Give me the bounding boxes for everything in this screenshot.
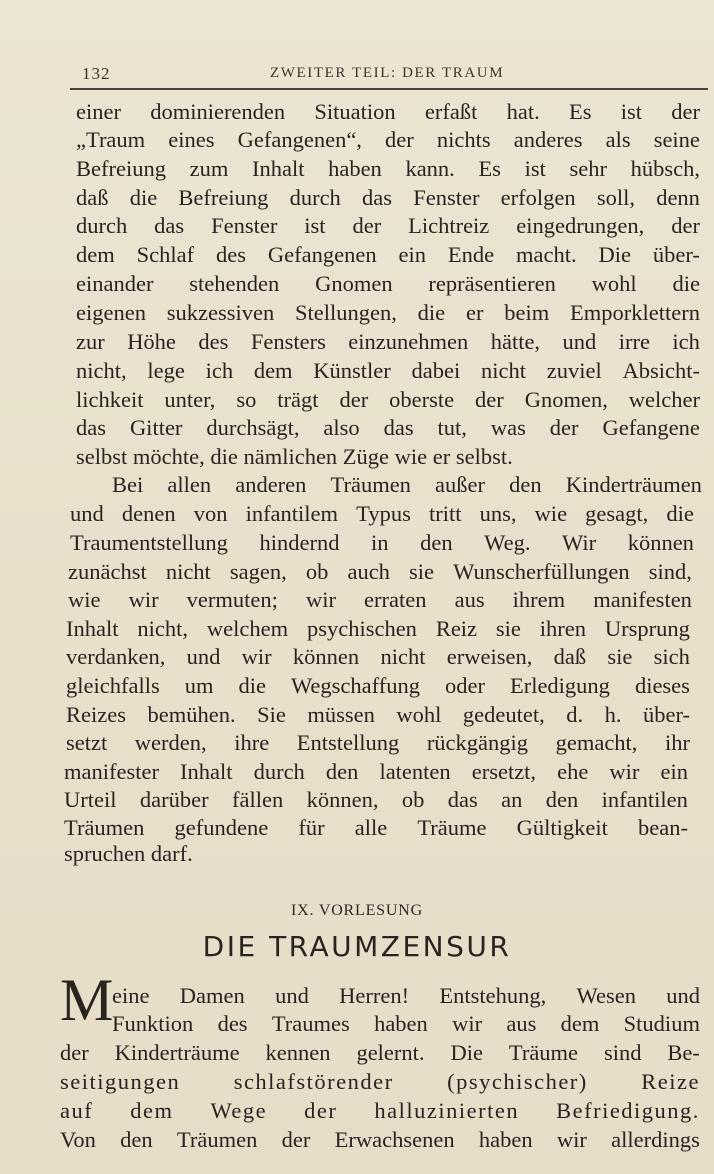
- word: der: [475, 387, 504, 412]
- text-line: [76, 155, 700, 183]
- word: tritt: [428, 501, 462, 526]
- word: der: [304, 1098, 338, 1123]
- word: erfolgen: [500, 185, 576, 210]
- word: trägt: [277, 387, 319, 412]
- running-head: [70, 62, 708, 90]
- word: dem: [76, 242, 115, 267]
- word: Gnomen: [315, 271, 393, 296]
- word: Träumen: [176, 1127, 258, 1152]
- word: sie: [607, 644, 633, 669]
- word: Fenster: [413, 185, 480, 210]
- word: der: [352, 213, 382, 238]
- word: infantilem: [245, 501, 339, 526]
- word: Kinderträume: [114, 1040, 240, 1065]
- word: Schlaf: [136, 242, 195, 267]
- word: die: [672, 271, 700, 296]
- word: Von: [60, 1127, 96, 1152]
- word: dem: [253, 358, 293, 383]
- word: stehenden: [189, 271, 280, 296]
- word: haben: [328, 156, 382, 181]
- text-line-spaced: [60, 1068, 700, 1096]
- word: Wunscherfüllungen: [453, 559, 630, 584]
- text-line: [64, 786, 688, 814]
- word: lege: [147, 358, 185, 383]
- word: dem: [130, 1098, 174, 1123]
- text-line: [70, 529, 694, 557]
- word: und: [275, 983, 309, 1008]
- word: die: [666, 501, 694, 526]
- word: Höhe: [127, 329, 176, 354]
- word: der: [281, 1127, 311, 1152]
- word: wohl: [396, 702, 442, 727]
- word: Träume: [508, 1040, 579, 1065]
- word: seine: [653, 127, 700, 152]
- word: Wege: [210, 1098, 268, 1123]
- word: welcher: [628, 387, 700, 412]
- word: sind: [603, 1040, 642, 1065]
- word: allen: [167, 472, 212, 497]
- word: Es: [568, 99, 592, 124]
- word: ein: [398, 242, 426, 267]
- word: Künstler: [313, 358, 391, 383]
- text-line: [66, 615, 690, 643]
- text-line: [64, 758, 688, 786]
- word: gedeutet,: [462, 702, 545, 727]
- word: soll,: [596, 185, 635, 210]
- text-line: [76, 328, 700, 356]
- word: Bei: [112, 472, 144, 497]
- word: d.: [566, 702, 584, 727]
- word: durch: [289, 185, 341, 210]
- word: allerdings: [611, 1127, 700, 1152]
- text-line: [60, 1126, 700, 1154]
- word: darüber: [139, 787, 209, 812]
- word: und: [666, 983, 700, 1008]
- word: wohl: [591, 271, 637, 296]
- word: latenten: [379, 759, 451, 784]
- word: für: [298, 815, 325, 840]
- word: nicht: [380, 644, 426, 669]
- word: zur: [76, 329, 105, 354]
- word: Inhalt: [66, 616, 119, 641]
- word: gefundene: [174, 815, 269, 840]
- word: auf: [60, 1098, 94, 1123]
- text-line-last: [64, 840, 193, 868]
- word: lichkeit: [76, 387, 144, 412]
- word: Die: [450, 1040, 483, 1065]
- word: Erwachsenen: [334, 1127, 455, 1152]
- word: des: [198, 329, 229, 354]
- word: Inhalt: [180, 759, 233, 784]
- word: nicht,: [137, 616, 188, 641]
- word: eingedrungen,: [516, 213, 645, 238]
- word: wie: [68, 587, 101, 612]
- word: von: [193, 501, 228, 526]
- word: ihrem: [512, 587, 566, 612]
- word: alle: [354, 815, 388, 840]
- word: Wir: [562, 530, 597, 555]
- word: wir: [609, 759, 640, 784]
- word: ehe: [557, 759, 589, 784]
- word: einzunehmen: [348, 329, 469, 354]
- word: auch: [347, 559, 390, 584]
- word: über-: [652, 242, 700, 267]
- word: manifester: [64, 759, 159, 784]
- word: ob: [305, 559, 329, 584]
- text-line: [70, 500, 694, 528]
- text-line: [76, 212, 700, 240]
- word: Studium: [623, 1011, 700, 1036]
- word: sehr: [569, 156, 607, 181]
- word: wir: [305, 587, 336, 612]
- word: Träumen: [64, 815, 145, 840]
- word: Die: [598, 242, 632, 267]
- text-line: [76, 270, 700, 298]
- word: kann.: [405, 156, 455, 181]
- word: oder: [444, 673, 485, 698]
- word: verdanken,: [66, 644, 166, 669]
- word: erraten: [364, 587, 427, 612]
- word: Befriedigung.: [556, 1098, 700, 1123]
- word: sich: [653, 644, 690, 669]
- word: ist: [620, 99, 642, 124]
- word: Kinderträumen: [565, 472, 702, 497]
- word: Wegschaffung: [290, 673, 420, 698]
- word: der: [671, 213, 700, 238]
- word: die: [129, 185, 158, 210]
- word: Befreiung: [178, 185, 269, 210]
- word: Gefangenen“,: [237, 127, 362, 152]
- word: seitigungen: [60, 1069, 181, 1094]
- text-line-last: [76, 443, 513, 471]
- word: Entstehung,: [439, 983, 547, 1008]
- word: gemacht,: [555, 730, 638, 755]
- text-line: [76, 98, 700, 126]
- word: des: [217, 1011, 248, 1036]
- word: sie: [409, 559, 435, 584]
- text-line: [76, 386, 700, 414]
- word: Entstellung: [296, 730, 400, 755]
- word: welchem: [206, 616, 289, 641]
- word: durch: [253, 759, 305, 784]
- word: das: [362, 185, 393, 210]
- word: und: [186, 644, 221, 669]
- word: ich: [672, 329, 700, 354]
- word: nicht: [481, 358, 526, 383]
- word: haben: [478, 1127, 533, 1152]
- text-line: [64, 814, 688, 842]
- word: ist: [524, 156, 546, 181]
- word: hätte,: [490, 329, 541, 354]
- word: dem: [560, 1011, 600, 1036]
- text-line: [60, 1039, 700, 1067]
- word: bemühen.: [147, 702, 236, 727]
- word: spruchen darf.: [64, 841, 193, 866]
- text-line: [66, 701, 690, 729]
- word: oberste: [389, 387, 455, 412]
- word: Gefangenen: [267, 242, 377, 267]
- word: wie: [534, 501, 568, 526]
- word: was: [490, 415, 526, 440]
- word: Wesen: [576, 983, 636, 1008]
- word: schlafstörender: [233, 1069, 394, 1094]
- word: Emporklettern: [570, 300, 700, 325]
- text-line: [66, 672, 690, 700]
- word: denn: [656, 185, 700, 210]
- word: unter,: [164, 387, 216, 412]
- word: dabei: [411, 358, 461, 383]
- word: so: [236, 387, 257, 412]
- word: des: [216, 242, 247, 267]
- word: der: [60, 1040, 89, 1065]
- text-line: [112, 1010, 700, 1038]
- word: ist: [304, 213, 326, 238]
- word: Urteil: [64, 787, 117, 812]
- word: wir: [452, 1011, 483, 1036]
- word: wir: [128, 587, 159, 612]
- word: dominierenden: [150, 99, 286, 124]
- word: also: [323, 415, 360, 440]
- text-line: [76, 299, 700, 327]
- word: Fensters: [250, 329, 326, 354]
- word: Reiz: [435, 616, 478, 641]
- word: ich: [205, 358, 234, 383]
- word: vermuten;: [186, 587, 278, 612]
- word: in: [371, 530, 389, 555]
- word: Traumentstellung: [70, 530, 228, 555]
- word: nicht: [165, 559, 211, 584]
- word: einer: [76, 99, 121, 124]
- word: und: [562, 329, 597, 354]
- word: er: [465, 300, 484, 325]
- word: ob: [401, 787, 425, 812]
- running-title: ZWEITER TEIL: DER TRAUM: [270, 65, 505, 81]
- word: Typus: [356, 501, 411, 526]
- drop-cap: M: [60, 967, 114, 1033]
- text-line: [68, 558, 692, 586]
- word: den: [509, 472, 542, 497]
- word: ihre: [234, 730, 270, 755]
- word: den: [120, 1127, 153, 1152]
- word: Inhalt: [251, 156, 305, 181]
- word: sind,: [648, 559, 692, 584]
- word: „Traum: [76, 127, 146, 152]
- word: Stellungen,: [295, 300, 397, 325]
- word: wir: [556, 1127, 587, 1152]
- text-line: [76, 357, 700, 385]
- word: Herren!: [339, 983, 410, 1008]
- text-line-spaced: [60, 1097, 700, 1125]
- page-number: 132: [82, 64, 111, 83]
- word: Be-: [667, 1040, 700, 1065]
- word: Gefangene: [602, 415, 700, 440]
- word: hübsch,: [630, 156, 700, 181]
- word: Fenster: [211, 213, 278, 238]
- word: Traumes: [271, 1011, 350, 1036]
- word: nichts: [436, 127, 491, 152]
- word: durch: [76, 213, 128, 238]
- word: Reizes: [66, 702, 126, 727]
- word: selbst möchte, die nämlichen Züge wie er selbst.: [76, 444, 513, 469]
- word: aus: [506, 1011, 537, 1036]
- word: denen: [121, 501, 176, 526]
- word: wir: [241, 644, 272, 669]
- word: daß: [76, 185, 109, 210]
- word: Weg.: [484, 530, 531, 555]
- word: die: [238, 673, 266, 698]
- word: der: [385, 127, 414, 152]
- word: Befreiung: [76, 156, 166, 181]
- word: erfaßt: [424, 99, 478, 124]
- word: Damen: [179, 983, 245, 1008]
- word: durchsägt,: [206, 415, 300, 440]
- text-line-indented: [112, 471, 702, 499]
- word: Sie: [257, 702, 286, 727]
- word: können: [292, 644, 360, 669]
- text-line: [76, 241, 700, 269]
- word: erweisen,: [446, 644, 533, 669]
- word: anderen: [235, 472, 307, 497]
- word: müssen: [307, 702, 375, 727]
- word: die: [417, 300, 446, 325]
- word: hindernd: [259, 530, 340, 555]
- word: eine: [112, 983, 150, 1008]
- word: Träumen: [330, 472, 411, 497]
- word: hat.: [506, 99, 540, 124]
- lecture-number: IX. VORLESUNG: [291, 902, 423, 919]
- word: Situation: [314, 99, 396, 124]
- word: halluzinierten: [374, 1098, 520, 1123]
- word: Absicht-: [622, 358, 700, 383]
- word: aus: [454, 587, 485, 612]
- word: ihr: [665, 730, 690, 755]
- word: der: [671, 99, 700, 124]
- word: zum: [189, 156, 229, 181]
- text-line: [66, 643, 690, 671]
- word: können: [627, 530, 694, 555]
- word: (psychischer): [447, 1069, 588, 1094]
- word: daß: [553, 644, 587, 669]
- word: kennen: [265, 1040, 331, 1065]
- word: zunächst: [68, 559, 147, 584]
- word: tut,: [437, 415, 467, 440]
- word: eines: [168, 127, 215, 152]
- text-line: [66, 729, 690, 757]
- word: beim: [504, 300, 550, 325]
- word: gelernt.: [356, 1040, 425, 1065]
- word: und: [70, 501, 104, 526]
- word: der: [339, 387, 369, 412]
- word: gleichfalls: [66, 673, 160, 698]
- word: fällen: [231, 787, 284, 812]
- word: Funktion: [112, 1011, 194, 1036]
- word: infantilen: [601, 787, 688, 812]
- word: repräsentieren: [428, 271, 556, 296]
- word: einander: [76, 271, 154, 296]
- text-line: [76, 414, 700, 442]
- word: Ende: [447, 242, 495, 267]
- word: sukzessiven: [166, 300, 275, 325]
- word: an: [501, 787, 523, 812]
- word: den: [325, 759, 359, 784]
- word: das: [447, 787, 478, 812]
- word: um: [184, 673, 214, 698]
- word: Es: [478, 156, 501, 181]
- word: bean-: [638, 815, 688, 840]
- word: irre: [618, 329, 650, 354]
- word: anderes: [513, 127, 583, 152]
- word: gesagt,: [585, 501, 649, 526]
- word: der: [549, 415, 579, 440]
- word: ihren: [539, 616, 587, 641]
- word: den: [545, 787, 579, 812]
- text-line: [76, 126, 700, 154]
- word: uns,: [479, 501, 517, 526]
- word: Lichtreiz: [408, 213, 490, 238]
- word: macht.: [516, 242, 577, 267]
- word: zuviel: [546, 358, 602, 383]
- word: dieses: [634, 673, 690, 698]
- word: Träume: [417, 815, 487, 840]
- word: sie: [495, 616, 521, 641]
- word: Gitter: [129, 415, 183, 440]
- word: Gnomen,: [524, 387, 608, 412]
- word: werden,: [134, 730, 207, 755]
- word: als: [605, 127, 631, 152]
- word: eigenen: [76, 300, 146, 325]
- word: haben: [374, 1011, 428, 1036]
- word: manifesten: [593, 587, 692, 612]
- word: Ursprung: [604, 616, 690, 641]
- word: außer: [435, 472, 486, 497]
- word: rückgängig: [426, 730, 529, 755]
- word: sagen,: [229, 559, 287, 584]
- word: psychischen: [306, 616, 417, 641]
- word: können,: [306, 787, 379, 812]
- word: das: [383, 415, 414, 440]
- word: das: [154, 213, 185, 238]
- word: ein: [660, 759, 688, 784]
- chapter-title: DIE TRAUMZENSUR: [202, 930, 512, 963]
- word: den: [420, 530, 453, 555]
- word: nicht,: [76, 358, 127, 383]
- text-line: [76, 184, 700, 212]
- word: h.: [604, 702, 622, 727]
- word: setzt: [66, 730, 108, 755]
- word: das: [76, 415, 106, 440]
- text-line: [68, 586, 692, 614]
- text-line: [112, 982, 700, 1010]
- word: ersetzt,: [471, 759, 537, 784]
- word: über-: [642, 702, 690, 727]
- word: Reize: [641, 1069, 700, 1094]
- word: Gültigkeit: [516, 815, 608, 840]
- word: Erledigung: [509, 673, 610, 698]
